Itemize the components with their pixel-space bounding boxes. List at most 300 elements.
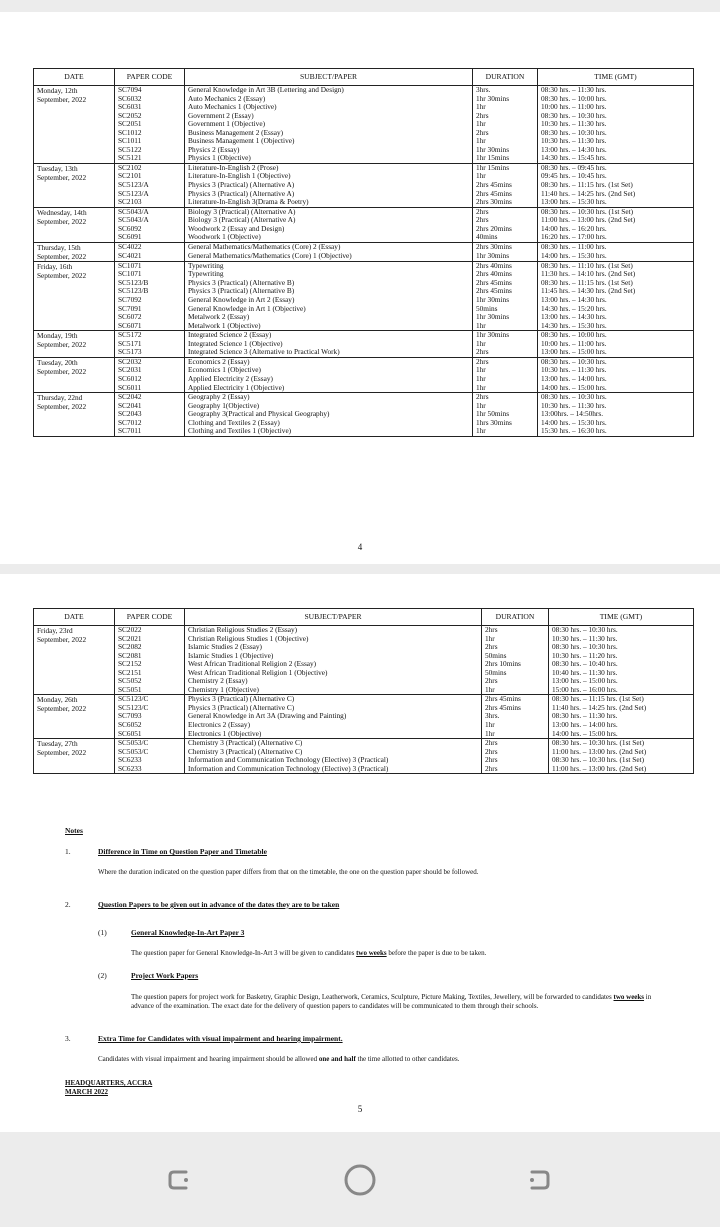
time-cell: 13:00 hrs. – 14:30 hrs. bbox=[538, 313, 694, 322]
header-duration: DURATION bbox=[473, 69, 538, 86]
paper-code-cell: SC6071 bbox=[115, 322, 185, 331]
paper-code-cell: SC2103 bbox=[115, 198, 185, 207]
duration-cell: 2hrs 20mins bbox=[473, 225, 538, 234]
table-row bbox=[34, 366, 694, 375]
date-line: Tuesday, 20th bbox=[37, 357, 78, 367]
date-cell bbox=[34, 242, 115, 261]
duration-cell: 2hrs 45mins bbox=[482, 704, 549, 713]
table-row bbox=[34, 643, 694, 652]
table-row bbox=[34, 129, 694, 138]
footer-headquarters: HEADQUARTERS, ACCRA bbox=[65, 1079, 153, 1087]
duration-cell: 2hrs bbox=[482, 748, 549, 757]
date-line: Thursday, 22nd bbox=[37, 393, 83, 403]
subject-cell: Integrated Science 1 (Objective) bbox=[185, 340, 473, 349]
paper-code-cell: SC5122 bbox=[115, 146, 185, 155]
duration-cell: 1hr bbox=[473, 172, 538, 181]
time-cell: 08:30 hrs. – 10:30 hrs. (1st Set) bbox=[549, 756, 694, 765]
paper-code-cell: SC7094 bbox=[115, 86, 185, 95]
time-cell: 08:30 hrs. – 10:30 hrs. bbox=[538, 357, 694, 366]
duration-cell: 2hrs 40mins bbox=[473, 270, 538, 279]
paper-code-cell: SC6031 bbox=[115, 103, 185, 112]
date-cell bbox=[34, 393, 115, 437]
duration-cell: 1hr bbox=[473, 402, 538, 411]
time-cell: 10:40 hrs. – 11:30 hrs. bbox=[549, 669, 694, 678]
table-row bbox=[34, 427, 694, 436]
duration-cell: 2hrs bbox=[473, 216, 538, 225]
table-row bbox=[34, 86, 694, 95]
table-row bbox=[34, 296, 694, 305]
duration-cell: 1hr 30mins bbox=[473, 313, 538, 322]
home-icon[interactable] bbox=[342, 1164, 378, 1201]
paper-code-cell: SC6051 bbox=[115, 730, 185, 739]
duration-cell: 50mins bbox=[482, 669, 549, 678]
table-row bbox=[34, 242, 694, 252]
subject-cell: Metalwork 2 (Essay) bbox=[185, 313, 473, 322]
time-cell: 16:20 hrs. – 17:00 hrs. bbox=[538, 233, 694, 242]
table-row bbox=[34, 103, 694, 112]
subject-cell: General Knowledge in Art 2 (Essay) bbox=[185, 296, 473, 305]
table-row bbox=[34, 384, 694, 393]
duration-cell: 1hr 50mins bbox=[473, 410, 538, 419]
duration-cell: 1hr 15mins bbox=[473, 154, 538, 163]
paper-code-cell: SC6233 bbox=[115, 756, 185, 765]
paper-code-cell: SC5053/C bbox=[115, 739, 185, 748]
table-row bbox=[34, 348, 694, 357]
table-row bbox=[34, 322, 694, 331]
subject-cell: Geography 3(Practical and Physical Geography) bbox=[185, 410, 473, 419]
subject-cell: Islamic Studies 1 (Objective) bbox=[185, 652, 482, 661]
footer-date: MARCH 2022 bbox=[65, 1088, 108, 1096]
table-row bbox=[34, 410, 694, 419]
table-row bbox=[34, 669, 694, 678]
duration-cell: 2hrs bbox=[482, 765, 549, 774]
duration-cell: 1hr bbox=[482, 721, 549, 730]
table-row bbox=[34, 375, 694, 384]
subject-cell: Physics 3 (Practical) (Alternative B) bbox=[185, 279, 473, 288]
subject-cell: Physics 3 (Practical) (Alternative A) bbox=[185, 190, 473, 199]
table-row bbox=[34, 216, 694, 225]
time-cell: 11:00 hrs. – 13:00 hrs. (2nd Set) bbox=[538, 216, 694, 225]
paper-code-cell: SC7091 bbox=[115, 305, 185, 314]
subject-cell: Woodwork 2 (Essay and Design) bbox=[185, 225, 473, 234]
subject-cell: Information and Communication Technology (Elective) 3 (Practical) bbox=[185, 756, 482, 765]
duration-cell: 2hrs bbox=[473, 393, 538, 402]
duration-cell: 1hr bbox=[473, 340, 538, 349]
duration-cell: 2hrs 45mins bbox=[473, 287, 538, 296]
paper-code-cell: SC6012 bbox=[115, 375, 185, 384]
paper-code-cell: SC5123/C bbox=[115, 704, 185, 713]
time-cell: 13:00hrs. – 14:50hrs. bbox=[538, 410, 694, 419]
date-line: September, 2022 bbox=[37, 251, 87, 261]
paper-code-cell: SC1071 bbox=[115, 261, 185, 270]
duration-cell: 3hrs. bbox=[482, 712, 549, 721]
subject-cell: Physics 3 (Practical) (Alternative A) bbox=[185, 181, 473, 190]
table-row bbox=[34, 112, 694, 121]
time-cell: 13:00 hrs. – 15:00 hrs. bbox=[549, 677, 694, 686]
subject-cell: Typewriting bbox=[185, 261, 473, 270]
duration-cell: 2hrs bbox=[473, 357, 538, 366]
time-cell: 13:00 hrs. – 14:00 hrs. bbox=[538, 375, 694, 384]
time-cell: 08:30 hrs. – 11:30 hrs. bbox=[538, 86, 694, 95]
time-cell: 14:00 hrs. – 16:20 hrs. bbox=[538, 225, 694, 234]
time-cell: 11:40 hrs. – 14:25 hrs. (2nd Set) bbox=[538, 190, 694, 199]
table-row bbox=[34, 756, 694, 765]
table-row bbox=[34, 419, 694, 428]
header-date: DATE bbox=[34, 609, 115, 626]
table-row bbox=[34, 686, 694, 695]
paper-code-cell: SC4022 bbox=[115, 242, 185, 252]
note-3-text: Candidates with visual impairment and hearing impairment should be allowed one and half the time allotted to other candidates. bbox=[98, 1055, 460, 1063]
duration-cell: 40mins bbox=[473, 233, 538, 242]
time-cell: 11:40 hrs. – 14:25 hrs. (2nd Set) bbox=[549, 704, 694, 713]
note-1-number: 1. bbox=[65, 847, 71, 856]
time-cell: 08:30 hrs. – 11:15 hrs. (1st Set) bbox=[549, 695, 694, 704]
time-cell: 14:00 hrs. – 15:30 hrs. bbox=[538, 419, 694, 428]
note-2-heading: Question Papers to be given out in advance of the dates they are to be taken bbox=[98, 900, 340, 909]
date-line: September, 2022 bbox=[37, 270, 87, 280]
time-cell: 08:30 hrs. – 10:30 hrs. bbox=[538, 112, 694, 121]
subject-cell: Clothing and Textiles 1 (Objective) bbox=[185, 427, 473, 436]
subject-cell: General Knowledge in Art 3B (Lettering and Design) bbox=[185, 86, 473, 95]
note-3-heading: Extra Time for Candidates with visual impairment and hearing impairment. bbox=[98, 1034, 343, 1043]
header-date: DATE bbox=[34, 69, 115, 86]
duration-cell: 2hrs 30mins bbox=[473, 242, 538, 252]
duration-cell: 2hrs bbox=[482, 739, 549, 748]
time-cell: 08:30 hrs. – 11:30 hrs. bbox=[549, 712, 694, 721]
paper-code-cell: SC5172 bbox=[115, 331, 185, 340]
paper-code-cell: SC5043/A bbox=[115, 207, 185, 216]
subject-cell: Integrated Science 2 (Essay) bbox=[185, 331, 473, 340]
paper-code-cell: SC2021 bbox=[115, 635, 185, 644]
paper-code-cell: SC2101 bbox=[115, 172, 185, 181]
paper-code-cell: SC2042 bbox=[115, 393, 185, 402]
table-row bbox=[34, 660, 694, 669]
date-line: Monday, 26th bbox=[37, 695, 78, 705]
timetable-page-5 bbox=[33, 608, 694, 774]
table-row bbox=[34, 190, 694, 199]
paper-code-cell: SC7011 bbox=[115, 427, 185, 436]
note-2-2-heading: Project Work Papers bbox=[131, 971, 199, 980]
table-row bbox=[34, 739, 694, 748]
subject-cell: General Knowledge in Art 1 (Objective) bbox=[185, 305, 473, 314]
subject-cell: Physics 3 (Practical) (Alternative C) bbox=[185, 695, 482, 704]
paper-code-cell: SC6091 bbox=[115, 233, 185, 242]
paper-code-cell: SC5123/B bbox=[115, 287, 185, 296]
time-cell: 08:30 hrs. – 10:00 hrs. bbox=[538, 95, 694, 104]
time-cell: 14:30 hrs. – 15:45 hrs. bbox=[538, 154, 694, 163]
paper-code-cell: SC2052 bbox=[115, 112, 185, 121]
time-cell: 11:30 hrs. – 14:10 hrs. (2nd Set) bbox=[538, 270, 694, 279]
table-row bbox=[34, 252, 694, 262]
paper-code-cell: SC2043 bbox=[115, 410, 185, 419]
subject-cell: West African Traditional Religion 2 (Essay) bbox=[185, 660, 482, 669]
duration-cell: 1hr bbox=[473, 375, 538, 384]
table-row bbox=[34, 695, 694, 704]
subject-cell: Auto Mechanics 2 (Essay) bbox=[185, 95, 473, 104]
back-icon[interactable] bbox=[522, 1164, 554, 1201]
time-cell: 08:30 hrs. – 09:45 hrs. bbox=[538, 163, 694, 172]
note-2-1-heading: General Knowledge-In-Art Paper 3 bbox=[131, 928, 245, 937]
subject-cell: Government 2 (Essay) bbox=[185, 112, 473, 121]
paper-code-cell: SC1071 bbox=[115, 270, 185, 279]
paper-code-cell: SC7092 bbox=[115, 296, 185, 305]
date-line: Monday, 12th bbox=[37, 86, 78, 95]
table-row bbox=[34, 137, 694, 146]
duration-cell: 2hrs bbox=[473, 348, 538, 357]
android-navigation-bar bbox=[0, 1132, 720, 1227]
date-cell bbox=[34, 357, 115, 392]
document-page-5 bbox=[0, 574, 720, 1132]
table-row bbox=[34, 313, 694, 322]
time-cell: 14:00 hrs. – 15:30 hrs. bbox=[538, 252, 694, 262]
note-3-number: 3. bbox=[65, 1034, 71, 1043]
time-cell: 08:30 hrs. – 11:15 hrs. (1st Set) bbox=[538, 181, 694, 190]
paper-code-cell: SC5123/A bbox=[115, 190, 185, 199]
table-row bbox=[34, 635, 694, 644]
table-row bbox=[34, 402, 694, 411]
date-line: Tuesday, 13th bbox=[37, 163, 78, 173]
table-row bbox=[34, 730, 694, 739]
time-cell: 13:00 hrs. – 14:30 hrs. bbox=[538, 296, 694, 305]
duration-cell: 2hrs bbox=[473, 129, 538, 138]
subject-cell: West African Traditional Religion 1 (Objective) bbox=[185, 669, 482, 678]
date-cell bbox=[34, 695, 115, 739]
duration-cell: 2hrs 45mins bbox=[473, 181, 538, 190]
notes-title: Notes bbox=[65, 826, 83, 835]
duration-cell: 1hr 15mins bbox=[473, 163, 538, 172]
header-paper-code: PAPER CODE bbox=[115, 69, 185, 86]
time-cell: 08:30 hrs. – 10:30 hrs. bbox=[538, 393, 694, 402]
subject-cell: Typewriting bbox=[185, 270, 473, 279]
date-cell bbox=[34, 331, 115, 358]
time-cell: 08:30 hrs. – 10:30 hrs. bbox=[549, 643, 694, 652]
subject-cell: Biology 3 (Practical) (Alternative A) bbox=[185, 207, 473, 216]
paper-code-cell: SC2031 bbox=[115, 366, 185, 375]
subject-cell: General Mathematics/Mathematics (Core) 1 (Objective) bbox=[185, 252, 473, 262]
paper-code-cell: SC6092 bbox=[115, 225, 185, 234]
time-cell: 13:00 hrs. – 14:30 hrs. bbox=[538, 146, 694, 155]
time-cell: 14:00 hrs. – 15:00 hrs. bbox=[549, 730, 694, 739]
date-line: September, 2022 bbox=[37, 402, 87, 412]
table-row bbox=[34, 154, 694, 163]
notes-section bbox=[65, 826, 665, 1126]
subject-cell: Physics 1 (Objective) bbox=[185, 154, 473, 163]
time-cell: 14:30 hrs. – 15:30 hrs. bbox=[538, 322, 694, 331]
subject-cell: Physics 2 (Essay) bbox=[185, 146, 473, 155]
header-time: TIME (GMT) bbox=[549, 609, 694, 626]
duration-cell: 1hr 30mins bbox=[473, 331, 538, 340]
table-row bbox=[34, 270, 694, 279]
date-cell bbox=[34, 86, 115, 164]
date-cell bbox=[34, 207, 115, 242]
duration-cell: 1hr bbox=[473, 322, 538, 331]
time-cell: 09:45 hrs. – 10:45 hrs. bbox=[538, 172, 694, 181]
duration-cell: 3hrs. bbox=[473, 86, 538, 95]
subject-cell: Business Management 1 (Objective) bbox=[185, 137, 473, 146]
header-duration: DURATION bbox=[482, 609, 549, 626]
paper-code-cell: SC2151 bbox=[115, 669, 185, 678]
subject-cell: Woodwork 1 (Objective) bbox=[185, 233, 473, 242]
paper-code-cell: SC6072 bbox=[115, 313, 185, 322]
duration-cell: 2hrs bbox=[473, 112, 538, 121]
table-row bbox=[34, 120, 694, 129]
table-row bbox=[34, 233, 694, 242]
subject-cell: Economics 2 (Essay) bbox=[185, 357, 473, 366]
subject-cell: Integrated Science 3 (Alternative to Practical Work) bbox=[185, 348, 473, 357]
table-row bbox=[34, 765, 694, 774]
duration-cell: 2hrs 30mins bbox=[473, 198, 538, 207]
note-2-1-number: (1) bbox=[98, 928, 107, 937]
duration-cell: 2hrs bbox=[482, 626, 549, 635]
paper-code-cell: SC5123/B bbox=[115, 279, 185, 288]
subject-cell: Government 1 (Objective) bbox=[185, 120, 473, 129]
date-line: Monday, 19th bbox=[37, 331, 78, 341]
note-2-2-number: (2) bbox=[98, 971, 107, 980]
paper-code-cell: SC2082 bbox=[115, 643, 185, 652]
duration-cell: 2hrs bbox=[482, 756, 549, 765]
time-cell: 08:30 hrs. – 10:40 hrs. bbox=[549, 660, 694, 669]
page-number: 5 bbox=[357, 1104, 363, 1114]
time-cell: 14:00 hrs. – 15:00 hrs. bbox=[538, 384, 694, 393]
date-line: Wednesday, 14th bbox=[37, 207, 87, 217]
paper-code-cell: SC2081 bbox=[115, 652, 185, 661]
time-cell: 15:00 hrs. – 16:00 hrs. bbox=[549, 686, 694, 695]
note-2-number: 2. bbox=[65, 900, 71, 909]
table-row bbox=[34, 261, 694, 270]
time-cell: 10:00 hrs. – 11:00 hrs. bbox=[538, 103, 694, 112]
subject-cell: General Knowledge in Art 3A (Drawing and Painting) bbox=[185, 712, 482, 721]
paper-code-cell: SC6032 bbox=[115, 95, 185, 104]
subject-cell: Applied Electricity 1 (Objective) bbox=[185, 384, 473, 393]
paper-code-cell: SC2041 bbox=[115, 402, 185, 411]
subject-cell: Literature-In-English 1 (Objective) bbox=[185, 172, 473, 181]
table-row bbox=[34, 287, 694, 296]
table-row bbox=[34, 626, 694, 635]
duration-cell: 1hr 30mins bbox=[473, 296, 538, 305]
table-row bbox=[34, 146, 694, 155]
duration-cell: 1hr bbox=[473, 120, 538, 129]
duration-cell: 1hr 30mins bbox=[473, 252, 538, 262]
time-cell: 08:30 hrs. – 11:15 hrs. (1st Set) bbox=[538, 279, 694, 288]
subject-cell: Electronics 2 (Essay) bbox=[185, 721, 482, 730]
time-cell: 08:30 hrs. – 10:30 hrs. bbox=[549, 626, 694, 635]
duration-cell: 1hr bbox=[482, 686, 549, 695]
recent-apps-icon[interactable] bbox=[164, 1164, 196, 1201]
duration-cell: 1hr bbox=[482, 635, 549, 644]
table-row bbox=[34, 677, 694, 686]
subject-cell: Physics 3 (Practical) (Alternative B) bbox=[185, 287, 473, 296]
duration-cell: 1hr bbox=[473, 427, 538, 436]
subject-cell: Biology 3 (Practical) (Alternative A) bbox=[185, 216, 473, 225]
paper-code-cell: SC7093 bbox=[115, 712, 185, 721]
paper-code-cell: SC4021 bbox=[115, 252, 185, 262]
time-cell: 10:30 hrs. – 11:30 hrs. bbox=[538, 402, 694, 411]
table-row bbox=[34, 279, 694, 288]
duration-cell: 1hrs 30mins bbox=[473, 419, 538, 428]
subject-cell: Literature-In-English 3(Drama & Poetry) bbox=[185, 198, 473, 207]
date-line: September, 2022 bbox=[37, 172, 87, 182]
subject-cell: Information and Communication Technology (Elective) 3 (Practical) bbox=[185, 765, 482, 774]
table-row bbox=[34, 393, 694, 402]
table-row bbox=[34, 163, 694, 172]
header-subject: SUBJECT/PAPER bbox=[185, 69, 473, 86]
date-line: September, 2022 bbox=[37, 216, 87, 226]
time-cell: 10:30 hrs. – 11:30 hrs. bbox=[538, 137, 694, 146]
paper-code-cell: SC5051 bbox=[115, 686, 185, 695]
time-cell: 11:45 hrs. – 14:30 hrs. (2nd Set) bbox=[538, 287, 694, 296]
note-2-2-text: The question papers for project work for Basketry, Graphic Design, Leatherwork, Ceramics, Sculpture, Picture Making, Textiles, Jewellery, will be forwarded to candidates two weeks in advance of the examination. The exact date for the delivery of question papers to candidates will be communicated to them through their schools. bbox=[131, 993, 652, 1010]
subject-cell: Auto Mechanics 1 (Objective) bbox=[185, 103, 473, 112]
paper-code-cell: SC5053/C bbox=[115, 748, 185, 757]
duration-cell: 2hrs bbox=[482, 643, 549, 652]
duration-cell: 2hrs bbox=[482, 677, 549, 686]
time-cell: 10:00 hrs. – 11:00 hrs. bbox=[538, 340, 694, 349]
date-line: September, 2022 bbox=[37, 95, 87, 104]
date-cell bbox=[34, 261, 115, 330]
table-row bbox=[34, 181, 694, 190]
paper-code-cell: SC2032 bbox=[115, 357, 185, 366]
page-number: 4 bbox=[357, 542, 363, 552]
duration-cell: 50mins bbox=[482, 652, 549, 661]
subject-cell: Christian Religious Studies 2 (Essay) bbox=[185, 626, 482, 635]
table-row bbox=[34, 305, 694, 314]
header-time: TIME (GMT) bbox=[538, 69, 694, 86]
table-row bbox=[34, 198, 694, 207]
subject-cell: General Mathematics/Mathematics (Core) 2 (Essay) bbox=[185, 242, 473, 252]
paper-code-cell: SC5043/A bbox=[115, 216, 185, 225]
date-line: Tuesday, 27th bbox=[37, 739, 78, 749]
time-cell: 14:30 hrs. – 15:20 hrs. bbox=[538, 305, 694, 314]
subject-cell: Physics 3 (Practical) (Alternative C) bbox=[185, 704, 482, 713]
time-cell: 13:00 hrs. – 15:30 hrs. bbox=[538, 198, 694, 207]
subject-cell: Chemistry 3 (Practical) (Alternative C) bbox=[185, 748, 482, 757]
status-strip bbox=[0, 0, 720, 12]
paper-code-cell: SC5121 bbox=[115, 154, 185, 163]
time-cell: 08:30 hrs. – 10:00 hrs. bbox=[538, 331, 694, 340]
timetable-page-4 bbox=[33, 68, 694, 437]
date-line: September, 2022 bbox=[37, 748, 87, 758]
paper-code-cell: SC1012 bbox=[115, 129, 185, 138]
subject-cell: Applied Electricity 2 (Essay) bbox=[185, 375, 473, 384]
note-1-heading: Difference in Time on Question Paper and Timetable bbox=[98, 847, 267, 856]
duration-cell: 1hr bbox=[473, 384, 538, 393]
note-2-1-text: The question paper for General Knowledge-In-Art 3 will be given to candidates two weeks before the paper is due to be taken. bbox=[131, 949, 487, 957]
date-line: September, 2022 bbox=[37, 704, 87, 714]
paper-code-cell: SC5123/A bbox=[115, 181, 185, 190]
subject-cell: Chemistry 3 (Practical) (Alternative C) bbox=[185, 739, 482, 748]
date-line: September, 2022 bbox=[37, 340, 87, 350]
paper-code-cell: SC7012 bbox=[115, 419, 185, 428]
time-cell: 10:30 hrs. – 11:30 hrs. bbox=[538, 120, 694, 129]
duration-cell: 2hrs 45mins bbox=[482, 695, 549, 704]
subject-cell: Christian Religious Studies 1 (Objective) bbox=[185, 635, 482, 644]
time-cell: 08:30 hrs. – 10:30 hrs. bbox=[538, 129, 694, 138]
table-row bbox=[34, 748, 694, 757]
paper-code-cell: SC1011 bbox=[115, 137, 185, 146]
date-line: Friday, 16th bbox=[37, 261, 73, 271]
date-line: Thursday, 15th bbox=[37, 242, 81, 252]
duration-cell: 1hr bbox=[482, 730, 549, 739]
duration-cell: 2hrs 45mins bbox=[473, 279, 538, 288]
paper-code-cell: SC2051 bbox=[115, 120, 185, 129]
table-row bbox=[34, 357, 694, 366]
table-row bbox=[34, 721, 694, 730]
time-cell: 08:30 hrs. – 11:10 hrs. (1st Set) bbox=[538, 261, 694, 270]
date-cell bbox=[34, 626, 115, 695]
table-row bbox=[34, 704, 694, 713]
duration-cell: 2hrs bbox=[473, 207, 538, 216]
paper-code-cell: SC6052 bbox=[115, 721, 185, 730]
